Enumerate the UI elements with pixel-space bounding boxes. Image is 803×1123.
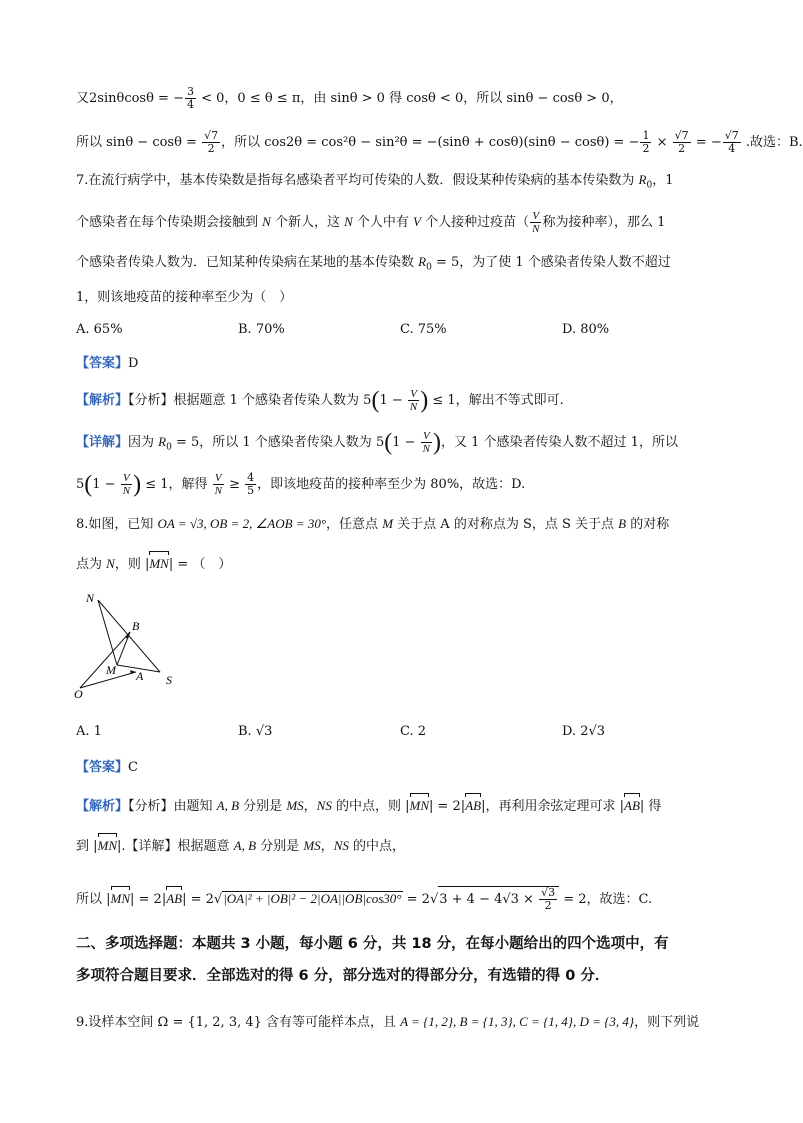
question-7-line-3: 个感染者传染人数为．已知某种传染病在某地的基本传染数 $R_0 = 5$，为了使 1 个感染者传染人数不超过 [76,254,671,273]
fraction: $\frac{√7}{2}$ [204,129,219,155]
fraction: $\frac{√3}{2}$ [541,886,556,912]
answer-8: 【答案】C [76,760,138,775]
label-A: A [136,669,144,683]
segment-OB [80,632,130,688]
question-8-line-2: 点为 N，则 |MN| = （ ） [76,556,232,572]
text: 又 [76,91,90,106]
section-2-heading-line-2: 多项符合题目要求．全部选对的得 6 分，部分选对的得部分分，有选错的得 0 分． [76,968,610,984]
option-c: C. 2 [400,724,427,739]
question-9-line-1: 9.设样本空间 Ω = {1, 2, 3, 4} 含有等可能样本点，且 A = {1, 2}, B = {1, 3}, C = {1, 4}, D = {3, 4}，则下列说 [76,1014,700,1030]
segment-NM [98,600,117,665]
question-7-line-4: 1，则该地疫苗的接种率至少为（ ） [76,290,293,305]
analysis-8-line-2: 到 |MN|.【详解】根据题意 A, B 分别是 MS，NS 的中点， [76,838,405,854]
option-b: B. √3 [238,724,273,739]
fraction: $\frac{1}{2}$ [642,129,650,155]
segment-NS [98,600,160,672]
fraction: $\frac{√7}{4}$ [724,129,739,155]
analysis-8-line-1: 【解析】【分析】由题知 A, B 分别是 MS，NS 的中点，则 |MN| = 2|AB|，再利用余弦定理可求 |AB| 得 [76,798,662,814]
fraction: $\frac{√7}{2}$ [674,129,689,155]
text: 所以 sinθ − cosθ = [76,135,202,150]
option-b: B. 70% [238,322,285,337]
detail-7-line-2: 5(1 − $\frac{V}{N}$ ) ≤ 1，解得 $\frac{V}{N}$ ≥ $\frac{4}{5}$ ，即该地疫苗的接种率至少为 80%，故选：D. [76,471,526,498]
fraction: $\frac{V}{N}$ [532,210,540,235]
solution-line-1 [76,86,623,111]
option-d: D. 80% [562,322,610,337]
question-7-line-2: 个感染者在每个传染期会接触到 N 个新人，这 N 个人中有 V 个人接种过疫苗（ $\frac{V}{N}$ 称为接种率），那么 1 [76,210,666,235]
solution-line-2: 所以 sinθ − cosθ = $\frac{√7}{2}$ ，所以 cos2θ = cos²θ − sin²θ = −(sinθ + cosθ)(sinθ − cosθ) = − $\frac{1}{2}$ × $\frac{√7}{2}$ = − $\frac{√7}{4}$ .故选：B. [76,129,803,155]
math: ，所以 cos2θ = cos²θ − sin²θ = −(sinθ + cosθ)(sinθ − cosθ) = − [221,135,640,150]
arrow-head-B [125,632,130,639]
fraction: $\frac{4}{5}$ [247,471,255,497]
label-B: B [132,619,140,633]
option-a: A. 65% [76,322,123,337]
option-c: C. 75% [400,322,447,337]
fraction: $\frac{V}{N}$ [214,472,222,497]
option-a: A. 1 [76,724,102,739]
label-N: N [86,591,95,605]
fraction: $\frac{V}{N}$ [409,388,418,413]
analysis-8-line-3: 所以 |MN| = 2|AB| = 2√|OA|² + |OB|² − 2|OA||OB|cos30° = 2√3 + 4 − 4√3 × $\frac{√3}{2}$ = 2，故选：C. [76,886,653,912]
analysis-7: 【解析】【分析】根据题意 1 个感染者传染人数为 5(1 − $\frac{V}{N}$ ) ≤ 1，解出不等式即可. [76,387,564,414]
fraction: $\frac{V}{N}$ [422,430,430,455]
geometry-figure [72,590,192,700]
detail-7-line-1: 【详解】因为 $R_0 = 5$，所以 1 个感染者传染人数为 5(1 − $\frac{V}{N}$ )，又 1 个感染者传染人数不超过 1，所以 [76,429,678,456]
fraction: $\frac{3}{4}$ [186,85,194,111]
label-O: O [74,687,83,701]
question-7-line-1: 7.在流行病学中，基本传染数是指每名感染者平均可传染的人数．假设某种传染病的基本传染数为 $R_0$，1 [76,172,674,191]
answer-7: 【答案】D [76,356,139,371]
fraction: $\frac{V}{N}$ [122,472,131,497]
question-8-line-1: 8.如图，已知 OA = √3, OB = 2, ∠AOB = 30°，任意点 M 关于点 A 的对称点为 S，点 S 关于点 B 的对称 [76,516,670,532]
label-S: S [166,673,172,687]
option-d: D. 2√3 [562,724,606,739]
radicand: 3 + 4 − 4√3 × $\frac{√3}{2}$ [438,886,559,912]
section-2-heading-line-1: 二、多项选择题：本题共 3 小题，每小题 6 分，共 18 分，在每小题给出的四个选项中，有 [76,936,669,952]
text: < 0，0 ≤ θ ≤ π，由 sinθ > 0 得 cosθ < 0，所以 sinθ − cosθ > 0， [196,91,623,106]
label-M: M [106,663,116,677]
math: 2sinθcosθ = − [89,91,184,106]
